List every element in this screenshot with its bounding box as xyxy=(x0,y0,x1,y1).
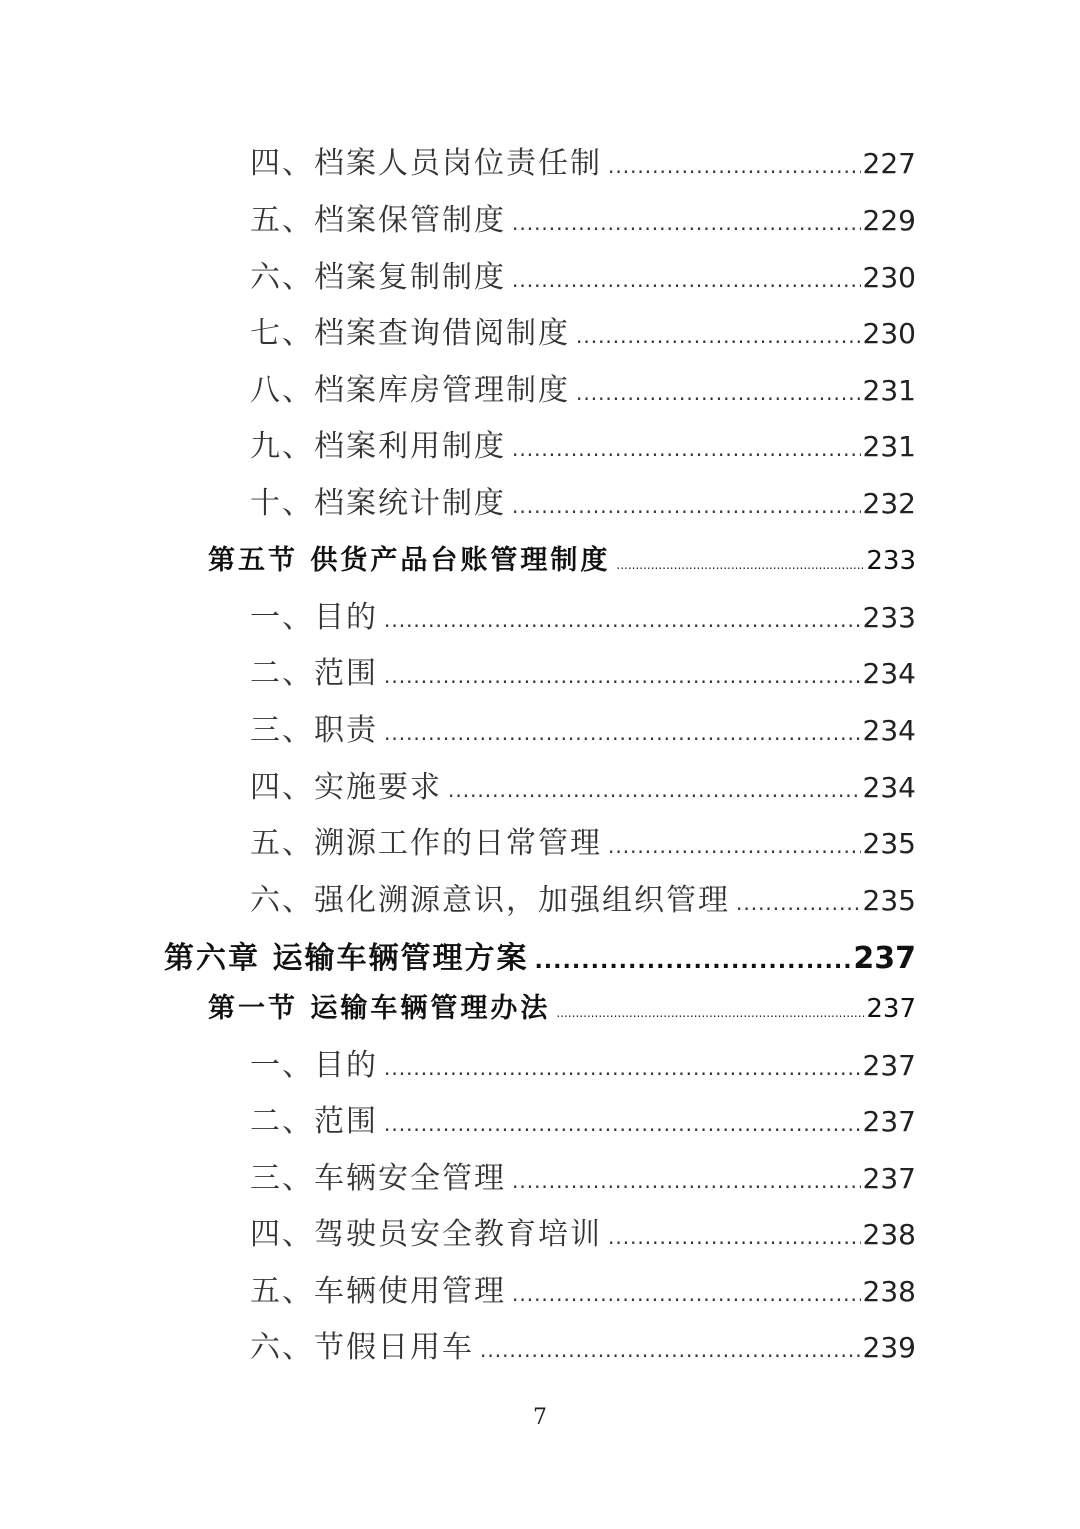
dot-leader xyxy=(608,1225,861,1249)
toc-entry-title: 四、档案人员岗位责任制 xyxy=(250,146,602,181)
toc-entry[interactable] xyxy=(250,195,916,239)
dot-leader xyxy=(384,1112,861,1136)
toc-entry-page: 237 xyxy=(853,941,916,976)
toc-entry[interactable] xyxy=(250,592,916,636)
dot-leader xyxy=(384,664,861,688)
toc-entry-page: 238 xyxy=(862,1218,916,1251)
toc-entry-title: 六、节假日用车 xyxy=(250,1330,474,1365)
toc-section-entry[interactable] xyxy=(208,986,916,1025)
toc-entry-title: 第一节 运输车辆管理办法 xyxy=(208,993,551,1024)
toc-entry[interactable] xyxy=(250,365,916,409)
toc-entry-page: 230 xyxy=(862,261,916,294)
dot-leader xyxy=(512,1169,861,1193)
toc-entry-page: 235 xyxy=(862,884,916,917)
toc-entry-page: 227 xyxy=(862,147,916,180)
toc-entry[interactable] xyxy=(250,1266,916,1310)
toc-entry-title: 十、档案统计制度 xyxy=(250,486,506,521)
toc-entry-title: 九、档案利用制度 xyxy=(250,429,506,464)
dot-leader xyxy=(616,558,864,572)
dot-leader xyxy=(384,1056,861,1080)
toc-entry[interactable] xyxy=(250,705,916,749)
toc-entry-page: 239 xyxy=(862,1331,916,1364)
toc-entry-page: 234 xyxy=(862,657,916,690)
toc-entry-title: 一、目的 xyxy=(250,1048,378,1083)
dot-leader xyxy=(512,437,861,461)
dot-leader xyxy=(384,608,861,632)
toc-entry-title: 六、档案复制制度 xyxy=(250,260,506,295)
toc-entry[interactable] xyxy=(250,1209,916,1253)
toc-entry[interactable] xyxy=(250,818,916,862)
toc-section-entry[interactable] xyxy=(208,538,916,577)
toc-entry[interactable] xyxy=(250,421,916,465)
toc-entry[interactable] xyxy=(250,875,916,919)
toc-entry[interactable] xyxy=(250,1322,916,1366)
dot-leader xyxy=(736,891,861,915)
toc-entry-title: 四、实施要求 xyxy=(250,770,442,805)
dot-leader xyxy=(534,949,851,974)
toc-entry[interactable] xyxy=(250,648,916,692)
toc-entry-page: 229 xyxy=(862,204,916,237)
toc-entry[interactable] xyxy=(250,138,916,182)
dot-leader xyxy=(384,721,861,745)
toc-entry-title: 四、驾驶员安全教育培训 xyxy=(250,1217,602,1252)
toc-entry-title: 三、职责 xyxy=(250,713,378,748)
toc-entry-title: 七、档案查询借阅制度 xyxy=(250,316,570,351)
toc-entry-page: 237 xyxy=(862,1105,916,1138)
dot-leader xyxy=(512,211,861,235)
toc-entry-page: 232 xyxy=(862,487,916,520)
dot-leader xyxy=(512,268,861,292)
toc-entry[interactable] xyxy=(250,252,916,296)
toc-entry-page: 234 xyxy=(862,771,916,804)
toc-entry-title: 第五节 供货产品台账管理制度 xyxy=(208,545,611,576)
toc-entry[interactable] xyxy=(250,1153,916,1197)
toc-entry-title: 六、强化溯源意识，加强组织管理 xyxy=(250,883,730,918)
toc-entry-page: 231 xyxy=(862,374,916,407)
dot-leader xyxy=(556,1006,864,1020)
toc-entry-page: 234 xyxy=(862,714,916,747)
toc-chapter-entry[interactable] xyxy=(164,933,916,977)
toc-entry-page: 238 xyxy=(862,1275,916,1308)
toc-entry-page: 237 xyxy=(866,994,916,1024)
dot-leader xyxy=(480,1338,861,1362)
toc-entry-page: 233 xyxy=(862,601,916,634)
dot-leader xyxy=(576,381,861,405)
dot-leader xyxy=(512,1282,861,1306)
toc-entry-page: 231 xyxy=(862,430,916,463)
toc-entry-title: 二、范围 xyxy=(250,656,378,691)
dot-leader xyxy=(512,494,861,518)
toc-entry-title: 二、范围 xyxy=(250,1104,378,1139)
toc-entry-title: 第六章 运输车辆管理方案 xyxy=(164,941,529,976)
toc-entry-title: 五、溯源工作的日常管理 xyxy=(250,826,602,861)
toc-entry-title: 五、档案保管制度 xyxy=(250,203,506,238)
toc-entry-page: 230 xyxy=(862,317,916,350)
toc-entry-title: 八、档案库房管理制度 xyxy=(250,373,570,408)
dot-leader xyxy=(576,324,861,348)
toc-entry[interactable] xyxy=(250,762,916,806)
toc-entry-page: 233 xyxy=(866,546,916,576)
toc-entry-page: 237 xyxy=(862,1049,916,1082)
toc-entry-title: 三、车辆安全管理 xyxy=(250,1161,506,1196)
dot-leader xyxy=(448,778,861,802)
dot-leader xyxy=(608,834,861,858)
toc-entry-title: 一、目的 xyxy=(250,600,378,635)
toc-entry-page: 237 xyxy=(862,1162,916,1195)
toc-entry[interactable] xyxy=(250,1040,916,1084)
toc-entry-page: 235 xyxy=(862,827,916,860)
toc-entry[interactable] xyxy=(250,478,916,522)
toc-entry[interactable] xyxy=(250,308,916,352)
toc-entry-title: 五、车辆使用管理 xyxy=(250,1274,506,1309)
page-number: 7 xyxy=(533,1405,547,1430)
dot-leader xyxy=(608,154,861,178)
toc-entry[interactable] xyxy=(250,1096,916,1140)
